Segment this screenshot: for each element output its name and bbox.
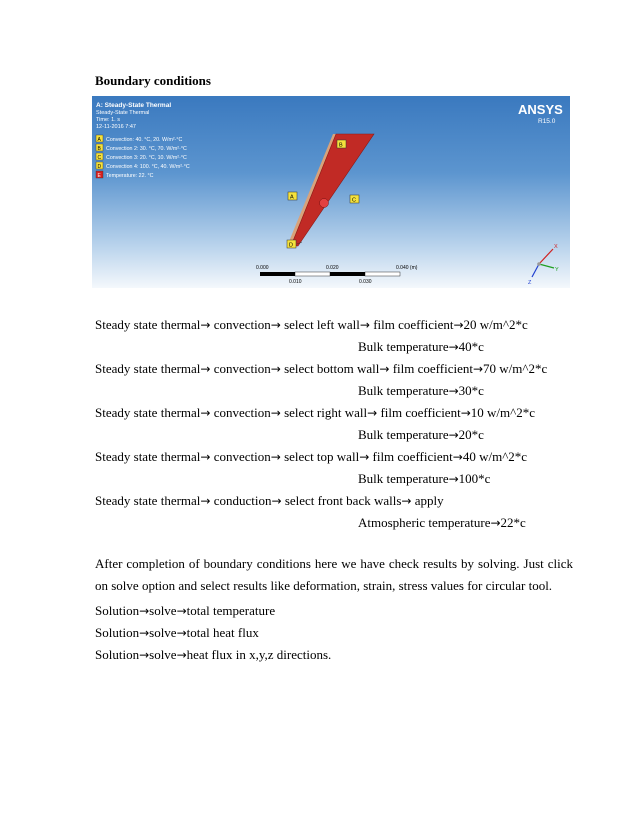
z-axis-line: [532, 264, 539, 277]
legend-letter-a: A: [97, 136, 101, 143]
analysis-date: 12-11-2016 7:47: [96, 124, 136, 130]
step-4-c: select top wall: [280, 449, 360, 464]
arrow-icon: →: [139, 604, 150, 618]
ansys-version: R15.0: [538, 118, 556, 125]
step-4-a: Steady state thermal: [95, 449, 201, 464]
arrow-icon: →: [200, 406, 211, 420]
arrow-icon: →: [176, 626, 187, 640]
arrow-icon: →: [200, 318, 211, 332]
legend-text-b: Convection 2: 30. °C, 70. W/m²·°C: [106, 146, 187, 152]
step-3-e: 10 w/m^2*c: [470, 405, 535, 420]
z-axis-label: Z: [528, 280, 532, 286]
step-2-sub-label: Bulk temperature: [358, 383, 449, 398]
legend-letter-d: D: [97, 163, 102, 170]
arrow-icon: →: [139, 626, 150, 640]
arrow-icon: →: [448, 340, 459, 354]
arrow-icon: →: [270, 450, 281, 464]
step-4-e: 40 w/m^2*c: [462, 449, 528, 464]
scale-label-2: 0.040 (m): [396, 265, 418, 271]
section-heading: Boundary conditions: [95, 73, 211, 88]
triad-origin: [537, 262, 541, 266]
legend-letter-e: E: [97, 172, 101, 179]
step-2-d: film coefficient: [389, 361, 473, 376]
solution-3-c: heat flux in x,y,z directions.: [186, 647, 332, 662]
step-1-c: select left wall: [280, 317, 360, 332]
step-line-2: [95, 361, 547, 377]
step-2-sub: [358, 383, 484, 399]
plate: [291, 134, 374, 246]
step-3-sub-label: Bulk temperature: [358, 427, 449, 442]
arrow-icon: →: [270, 318, 281, 332]
step-3-d: film coefficient: [377, 405, 461, 420]
scale-seg-2: [295, 272, 330, 276]
scale-bar: [256, 265, 418, 285]
arrow-icon: →: [176, 648, 187, 662]
arrow-icon: →: [270, 406, 281, 420]
solution-1-c: total temperature: [186, 603, 276, 618]
solution-2-a: Solution: [95, 625, 140, 640]
step-1-b: convection: [210, 317, 271, 332]
step-line-5: [95, 493, 444, 509]
step-3-c: select right wall: [280, 405, 368, 420]
arrow-icon: →: [472, 362, 484, 376]
step-3-b: convection: [210, 405, 271, 420]
arrow-icon: →: [448, 472, 459, 486]
solution-2-b: solve: [149, 625, 177, 640]
analysis-time: Time: 1. s: [96, 117, 120, 123]
analysis-title: A: Steady-State Thermal: [96, 102, 172, 109]
step-2-e: 70 w/m^2*c: [483, 361, 548, 376]
x-axis-label: X: [554, 244, 558, 250]
marker-c-letter: C: [352, 197, 356, 204]
arrow-icon: →: [448, 428, 459, 442]
legend-text-a: Convection: 40. °C, 20. W/m²·°C: [106, 137, 183, 143]
ansys-model-view: [92, 96, 570, 288]
solution-1-a: Solution: [95, 603, 140, 618]
analysis-subtitle: Steady-State Thermal: [96, 110, 150, 116]
solution-line-2: [95, 625, 259, 641]
ansys-logo: ANSYS: [518, 102, 563, 117]
step-3-sub: [358, 427, 484, 443]
axis-triad: [528, 244, 559, 286]
step-4-sub: [358, 471, 490, 487]
solution-3-b: solve: [149, 647, 177, 662]
step-5-b: conduction: [210, 493, 272, 508]
arrow-icon: →: [448, 384, 459, 398]
step-line-4: [95, 449, 527, 465]
arrow-icon: →: [139, 648, 150, 662]
step-4-sub-label: Bulk temperature: [358, 471, 449, 486]
arrow-icon: →: [359, 318, 370, 332]
arrow-icon: →: [453, 318, 464, 332]
step-4-sub-value: 100*c: [458, 471, 491, 486]
scale-label-0: 0.000: [256, 265, 269, 271]
solution-line-3: [95, 647, 331, 663]
step-1-d: film coefficient: [369, 317, 454, 332]
temperature-marker-e: [320, 199, 329, 208]
scale-label-4: 0.030: [359, 279, 372, 285]
arrow-icon: →: [200, 362, 211, 376]
step-4-d: film coefficient: [369, 449, 453, 464]
ansys-figure: [92, 96, 570, 288]
results-paragraph: After completion of boundary conditions here we have check results by solving. Just click on solve option and select results like deformation, strain, stress values for circular tool.: [95, 556, 573, 593]
legend-text-e: Temperature: 22. °C: [106, 173, 154, 179]
step-1-a: Steady state thermal: [95, 317, 201, 332]
step-2-sub-value: 30*c: [458, 383, 484, 398]
arrow-icon: →: [452, 450, 463, 464]
scale-seg-4: [365, 272, 400, 276]
step-2-b: convection: [210, 361, 271, 376]
arrow-icon: →: [271, 494, 282, 508]
arrow-icon: →: [460, 406, 471, 420]
arrow-icon: →: [401, 494, 412, 508]
scale-label-3: 0.010: [289, 279, 302, 285]
arrow-icon: →: [367, 406, 378, 420]
step-line-1: [95, 317, 528, 333]
arrow-icon: →: [379, 362, 390, 376]
step-1-sub: [358, 339, 484, 355]
step-5-c: select front back walls: [281, 493, 402, 508]
step-5-sub-label: Atmospheric temperature: [358, 515, 491, 530]
legend-text-d: Convection 4: 100. °C, 40. W/m²·°C: [106, 164, 190, 170]
step-5-a: Steady state thermal: [95, 493, 201, 508]
marker-b-letter: B: [339, 142, 343, 149]
legend: [96, 135, 190, 179]
legend-text-c: Convection 3: 20. °C, 10. W/m²·°C: [106, 155, 187, 161]
scale-seg-3: [330, 272, 365, 276]
arrow-icon: →: [200, 494, 211, 508]
arrow-icon: →: [490, 516, 501, 530]
step-1-sub-label: Bulk temperature: [358, 339, 449, 354]
y-axis-label: Y: [555, 267, 559, 273]
step-2-a: Steady state thermal: [95, 361, 201, 376]
arrow-icon: →: [270, 362, 281, 376]
step-5-sub: [358, 515, 526, 531]
step-3-sub-value: 20*c: [458, 427, 484, 442]
legend-letter-c: C: [97, 154, 102, 161]
y-axis-line: [539, 264, 554, 268]
step-4-b: convection: [210, 449, 271, 464]
step-1-e: 20 w/m^2*c: [463, 317, 528, 332]
arrow-icon: →: [200, 450, 211, 464]
step-line-3: [95, 405, 535, 421]
scale-seg-1: [260, 272, 295, 276]
arrow-icon: →: [359, 450, 370, 464]
step-5-sub-value: 22*c: [500, 515, 526, 530]
solution-3-a: Solution: [95, 647, 140, 662]
x-axis-line: [539, 249, 553, 264]
marker-d-letter: D: [289, 242, 293, 249]
step-1-sub-value: 40*c: [458, 339, 484, 354]
step-3-a: Steady state thermal: [95, 405, 201, 420]
solution-line-1: [95, 603, 275, 619]
arrow-icon: →: [176, 604, 187, 618]
step-2-c: select bottom wall: [280, 361, 380, 376]
step-5-d: apply: [411, 493, 444, 508]
scale-label-1: 0.020: [326, 265, 339, 271]
solution-2-c: total heat flux: [186, 625, 259, 640]
marker-a-letter: A: [290, 194, 294, 201]
solution-1-b: solve: [149, 603, 177, 618]
legend-letter-b: B: [97, 145, 101, 152]
